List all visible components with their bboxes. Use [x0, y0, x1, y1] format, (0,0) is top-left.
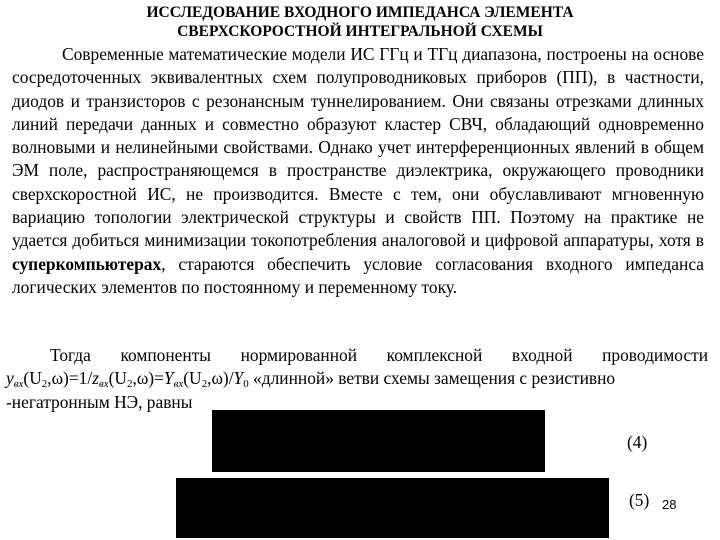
body-paragraph-1 [12, 43, 704, 299]
slide-title [0, 3, 720, 41]
title-line-2: СВЕРХСКОРОСТНОЙ ИНТЕГРАЛЬНОЙ СХЕМЫ [177, 23, 543, 40]
paragraph-2-line-3: -негатронным НЭ, равны [6, 391, 193, 412]
admittance-formula-line: $y_{вх}(U_2,\omega)=1/z_{вх}(U_2,\omega)=Y_{вх}(U_2,\omega)/Y_0$ «длинной» ветви схемы замещения с резистивно [6, 368, 616, 391]
page-number: 28 [662, 497, 677, 512]
equation-number-4: (4) [627, 432, 648, 452]
equation-4-image [212, 410, 545, 472]
body-paragraph-2 [6, 344, 708, 414]
paragraph-1-bold-term: суперкомпьютерах [12, 253, 162, 274]
paragraph-2-line-1: Тогда компоненты нормированной комплексной входной проводимости [50, 345, 708, 365]
equation-5-image [176, 478, 609, 538]
equation-number-5: (5) [629, 490, 650, 510]
paragraph-1-text-end: , стараются обеспечить условие согласования входного импеданса логических элементов по постоянному и переменному току. [12, 253, 704, 297]
paragraph-1-text: Современные математические модели ИС ГГц и ТГц диапазона, построены на основе сосредоточенных эквивалентных схем полупроводниковых приборов (ПП), в частности, диодов и транзисторов с резонансным туннелированием. Они связаны отрезками длинных линий передачи данных и совместно образуют кластер СВЧ, обладающий одновременно волновыми и нелинейными свойствами. Однако учет интерференционных явлений в общем ЭМ поле, распространяющемся в пространстве диэлектрика, окружающего проводники сверхскоростной ИС, не производится. Вместе с тем, они обуславливают мгновенную вариацию топологии электрической структуры и свойств ПП. Поэтому на практике не удается добиться минимизации токопотребления аналоговой и цифровой аппаратуры, хотя в [12, 44, 704, 251]
title-line-1: ИССЛЕДОВАНИЕ ВХОДНОГО ИМПЕДАНСА ЭЛЕМЕНТА [146, 4, 574, 21]
